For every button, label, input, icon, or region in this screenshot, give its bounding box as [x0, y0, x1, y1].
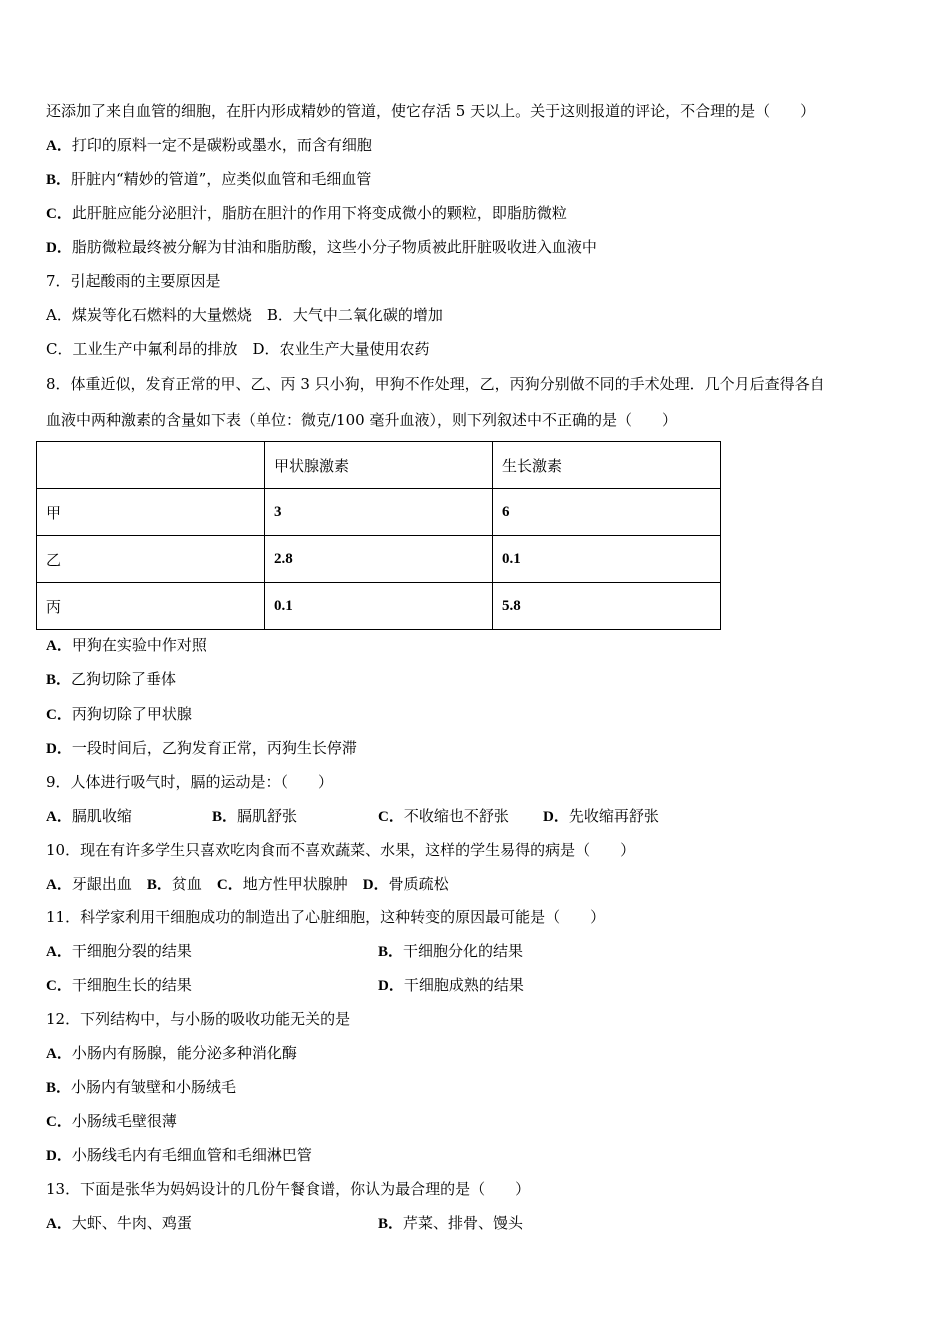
q11-option-d: [378, 975, 524, 996]
q9-option-a-label: A．: [46, 809, 72, 825]
q12-option-b-text: 小肠内有皱壁和小肠绒毛: [71, 1078, 237, 1096]
q9-option-c-label: C．: [378, 809, 404, 825]
q9-option-c-text: 不收缩也不舒张: [403, 807, 509, 825]
q11-option-a-label: A．: [46, 944, 72, 960]
table-header-cell: 生长激素: [493, 442, 721, 489]
q8-option-b-label: B．: [46, 672, 72, 688]
q8-option-a-label: A．: [46, 638, 72, 654]
q12-option-a-text: 小肠内有肠腺，能分泌多种消化酶: [71, 1044, 297, 1062]
q12-option-b-label: B．: [46, 1080, 72, 1096]
q8-option-d: [46, 738, 357, 759]
q9-option-d: [543, 806, 659, 827]
q13-option-a-text: 大虾、牛肉、鸡蛋: [71, 1214, 192, 1232]
q7-stem: 7．引起酸雨的主要原因是: [46, 272, 221, 290]
q10-option-b-label: B．: [146, 877, 172, 893]
q9-option-b-text: 膈肌舒张: [237, 807, 298, 825]
q8-option-c-label: C．: [46, 707, 72, 723]
q12-stem: 12．下列结构中，与小肠的吸收功能无关的是: [46, 1010, 351, 1028]
q11-option-c-text: 干细胞生长的结果: [71, 976, 192, 994]
q12-option-a-label: A．: [46, 1046, 72, 1062]
q8-option-d-label: D．: [46, 741, 72, 757]
q7-options-row2: C．工业生产中氟利昂的排放 D．农业生产大量使用农药: [46, 340, 430, 358]
q6-option-c-text: 此肝脏应能分泌胆汁，脂肪在胆汁的作用下将变成微小的颗粒，即脂肪微粒: [71, 204, 567, 222]
table-cell: 丙: [37, 583, 265, 630]
q10-option-b-text: 贫血: [171, 875, 202, 893]
q11-option-c: [46, 975, 192, 996]
q13-option-b-text: 芹菜、排骨、馒头: [403, 1214, 524, 1232]
q12-option-d-label: D．: [46, 1148, 72, 1164]
q10-options: [46, 874, 449, 895]
q11-option-b-text: 干细胞分化的结果: [403, 942, 524, 960]
table-cell: 2.8: [265, 536, 493, 583]
q9-option-a-text: 膈肌收缩: [71, 807, 132, 825]
q12-option-c-label: C．: [46, 1114, 72, 1130]
q11-option-a: [46, 941, 192, 962]
q7-options-row1: A．煤炭等化石燃料的大量燃烧 B．大气中二氧化碳的增加: [46, 306, 443, 324]
table-header-cell: 甲状腺激素: [265, 442, 493, 489]
table-cell: 3: [265, 489, 493, 536]
q8-option-a-text: 甲狗在实验中作对照: [71, 636, 207, 654]
q11-option-c-label: C．: [46, 978, 72, 994]
q6-option-a: [46, 135, 372, 156]
q6-option-d: [46, 237, 597, 258]
q10-option-a-label: A．: [46, 877, 72, 893]
table-cell: 0.1: [493, 536, 721, 583]
q8-option-c: [46, 704, 192, 725]
q6-option-b: [46, 169, 371, 190]
q10-option-c-text: 地方性甲状腺肿: [242, 875, 348, 893]
q9-option-d-label: D．: [543, 809, 569, 825]
q10-stem: 10．现在有许多学生只喜欢吃肉食而不喜欢蔬菜、水果，这样的学生易得的病是（ ）: [46, 841, 636, 859]
q8-option-c-text: 丙狗切除了甲状腺: [71, 705, 192, 723]
table-row: [37, 489, 721, 536]
q11-option-d-label: D．: [378, 978, 404, 994]
table-cell: 5.8: [493, 583, 721, 630]
q9-option-b-label: B．: [212, 809, 238, 825]
q9-option-b: [212, 806, 297, 827]
q8-option-d-text: 一段时间后，乙狗发育正常，丙狗生长停滞: [71, 739, 357, 757]
q12-option-b: [46, 1077, 236, 1098]
table-cell: 乙: [37, 536, 265, 583]
q8-stem-line1: 8．体重近似，发育正常的甲、乙、丙 3 只小狗，甲狗不作处理，乙，丙狗分别做不同的手术处理．几个月后查得各自: [46, 375, 825, 393]
q9-option-c: [378, 806, 509, 827]
q6-option-b-text: 肝脏内“精妙的管道”，应类似血管和毛细血管: [71, 170, 372, 188]
q8-stem-line2: 血液中两种激素的含量如下表（单位：微克/100 毫升血液），则下列叙述中不正确的是（ ）: [46, 411, 677, 429]
q13-option-a-label: A．: [46, 1216, 72, 1232]
q6-option-c-label: C．: [46, 206, 72, 222]
table-cell: 0.1: [265, 583, 493, 630]
q13-option-b-label: B．: [378, 1216, 404, 1232]
table-cell: 6: [493, 489, 721, 536]
q11-stem: 11．科学家利用干细胞成功的制造出了心脏细胞，这种转变的原因最可能是（ ）: [46, 908, 606, 926]
q10-option-d-label: D．: [362, 877, 389, 893]
q11-option-b: [378, 941, 523, 962]
table-header-cell: [37, 442, 265, 489]
q10-option-c-label: C．: [216, 877, 243, 893]
q9-stem: 9．人体进行吸气时，膈的运动是：（ ）: [46, 773, 334, 791]
q12-option-a: [46, 1043, 297, 1064]
q13-option-b: [378, 1213, 523, 1234]
table-header-row: [37, 442, 721, 489]
q6-option-a-label: A．: [46, 138, 72, 154]
q11-option-b-label: B．: [378, 944, 404, 960]
table-cell: 甲: [37, 489, 265, 536]
q12-option-c: [46, 1111, 177, 1132]
q9-option-d-text: 先收缩再舒张: [568, 807, 659, 825]
q8-option-b-text: 乙狗切除了垂体: [71, 670, 177, 688]
q6-option-b-label: B．: [46, 172, 72, 188]
q9-option-a: [46, 806, 132, 827]
q6-option-d-text: 脂肪微粒最终被分解为甘油和脂肪酸，这些小分子物质被此肝脏吸收进入血液中: [71, 238, 597, 256]
table-row: [37, 583, 721, 630]
q10-option-d-text: 骨质疏松: [388, 875, 449, 893]
q12-option-c-text: 小肠绒毛壁很薄: [71, 1112, 177, 1130]
q11-option-a-text: 干细胞分裂的结果: [71, 942, 192, 960]
q13-option-a: [46, 1213, 192, 1234]
q13-stem: 13．下面是张华为妈妈设计的几份午餐食谱，你认为最合理的是（ ）: [46, 1180, 531, 1198]
q8-option-a: [46, 635, 207, 656]
q12-option-d: [46, 1145, 312, 1166]
hormone-table: [36, 441, 721, 630]
q8-option-b: [46, 669, 176, 690]
q10-option-a-text: 牙龈出血: [71, 875, 132, 893]
q11-option-d-text: 干细胞成熟的结果: [403, 976, 524, 994]
q6-stem-tail: 还添加了来自血管的细胞，在肝内形成精妙的管道，使它存活 5 天以上。关于这则报道的评论，不合理的是（ ）: [46, 102, 816, 120]
table-row: [37, 536, 721, 583]
q6-option-a-text: 打印的原料一定不是碳粉或墨水，而含有细胞: [71, 136, 372, 154]
q12-option-d-text: 小肠线毛内有毛细血管和毛细淋巴管: [71, 1146, 312, 1164]
q6-option-c: [46, 203, 567, 224]
q6-option-d-label: D．: [46, 240, 72, 256]
